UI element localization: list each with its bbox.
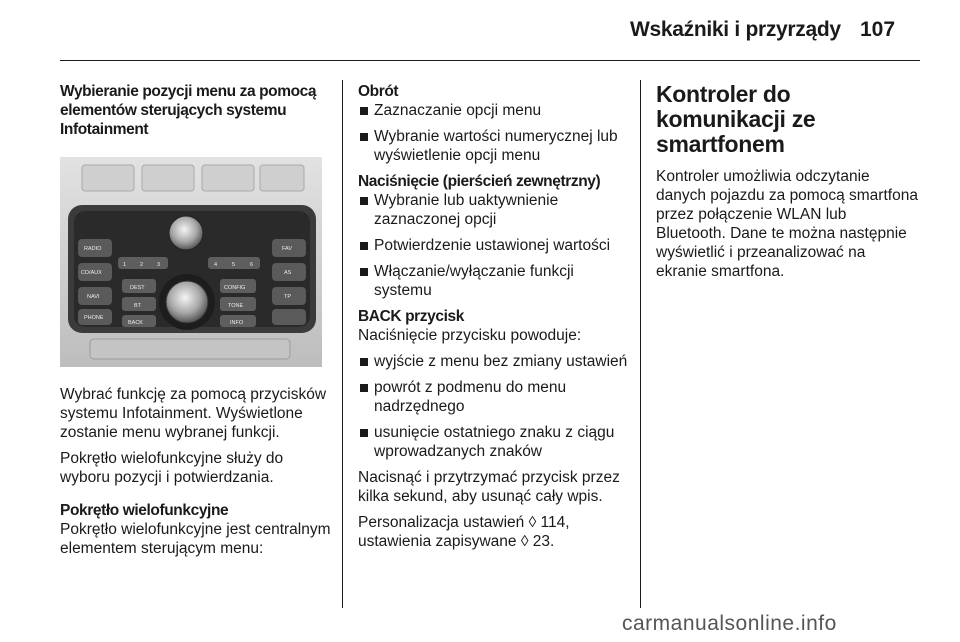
press-list (358, 191, 630, 300)
paragraph-smartphone-controller: Kontroler umożliwia odczytanie danych pojazdu za pomocą smartfona przez połączenie WLAN lub Bluetooth. Dane te można następnie wyświetlić i przeanalizować na ekranie smartfona. (656, 168, 918, 280)
list-item: Wybranie lub uaktywnienie zaznaczonej opcji (358, 191, 630, 229)
list-item: Wybranie wartości numerycznej lub wyświetlenie opcji menu (358, 127, 630, 165)
preset-5-label: 5 (232, 262, 236, 268)
back-button-label: BACK (128, 320, 143, 326)
info-button-label: INFO (230, 320, 244, 326)
list-item: Potwierdzenie ustawionej wartości (358, 236, 630, 255)
page-number: 107 (860, 18, 896, 41)
subheading-back-button: BACK przycisk (358, 308, 464, 325)
subheading-multifunction-knob: Pokrętło wielofunkcyjne (60, 502, 229, 519)
column-2 (358, 82, 630, 558)
paragraph-knob-usage: Pokrętło wielofunkcyjne służy do wyboru pozycji i potwierdzania. (60, 450, 284, 486)
subheading-rotation: Obrót (358, 83, 399, 100)
watermark: carmanualsonline.info (622, 612, 837, 635)
list-item: usunięcie ostatniego znaku z ciągu wprowadzanych znaków (358, 423, 630, 461)
tone-button-label: TONE (228, 303, 244, 309)
cd-aux-button-label: CD/AUX (81, 270, 102, 276)
dest-button-label: DEST (130, 285, 145, 291)
list-item: Włączanie/wyłączanie funkcji systemu (358, 262, 630, 300)
fav-button-label: FAV (282, 246, 292, 252)
column-3 (656, 82, 918, 288)
paragraph-hold-back: Nacisnąć i przytrzymać przycisk przez kilka sekund, aby usunąć cały wpis. (358, 469, 620, 505)
paragraph-select-function: Wybrać funkcję za pomocą przycisków systemu Infotainment. Wyświetlone zostanie menu wybranej funkcji. (60, 386, 327, 441)
preset-2-label: 2 (140, 262, 144, 268)
preset-3-label: 3 (157, 262, 161, 268)
paragraph-back-intro: Naciśnięcie przycisku powoduje: (358, 327, 582, 344)
list-item: powrót z podmenu do menu nadrzędnego (358, 378, 630, 416)
back-list (358, 352, 630, 461)
paragraph-cross-reference: Personalizacja ustawień ◊ 114, ustawienia zapisywane ◊ 23. (358, 514, 570, 550)
bt-button-label: BT (134, 303, 142, 309)
config-button-label: CONFIG (224, 285, 246, 291)
preset-1-label: 1 (123, 262, 127, 268)
column-divider-2 (640, 80, 641, 608)
tp-button-label: TP (284, 294, 292, 300)
preset-6-label: 6 (250, 262, 254, 268)
paragraph-knob-description: Pokrętło wielofunkcyjne jest centralnym elementem sterującym menu: (60, 521, 331, 557)
preset-4-label: 4 (214, 262, 218, 268)
subheading-press-outer-ring: Naciśnięcie (pierścień zewnętrzny) (358, 173, 601, 190)
section-heading-smartphone-controller: Kontroler do komunikacji ze smartfonem (656, 81, 816, 157)
page-header-title: Wskaźniki i przyrządy (630, 18, 841, 41)
navi-button-label: NAVI (87, 294, 100, 300)
column-1 (60, 82, 332, 565)
infotainment-control-panel-photo (60, 157, 322, 367)
section-subheading: Wybieranie pozycji menu za pomocą elementów sterujących systemu Infotainment (60, 83, 317, 138)
list-item: wyjście z menu bez zmiany ustawień (358, 352, 630, 371)
radio-button-label: RADIO (84, 246, 102, 252)
header-rule (60, 60, 920, 61)
rotation-list (358, 101, 630, 165)
phone-button-label: PHONE (84, 315, 104, 321)
column-divider-1 (342, 80, 343, 608)
list-item: Zaznaczanie opcji menu (358, 101, 630, 120)
as-button-label: AS (284, 270, 292, 276)
